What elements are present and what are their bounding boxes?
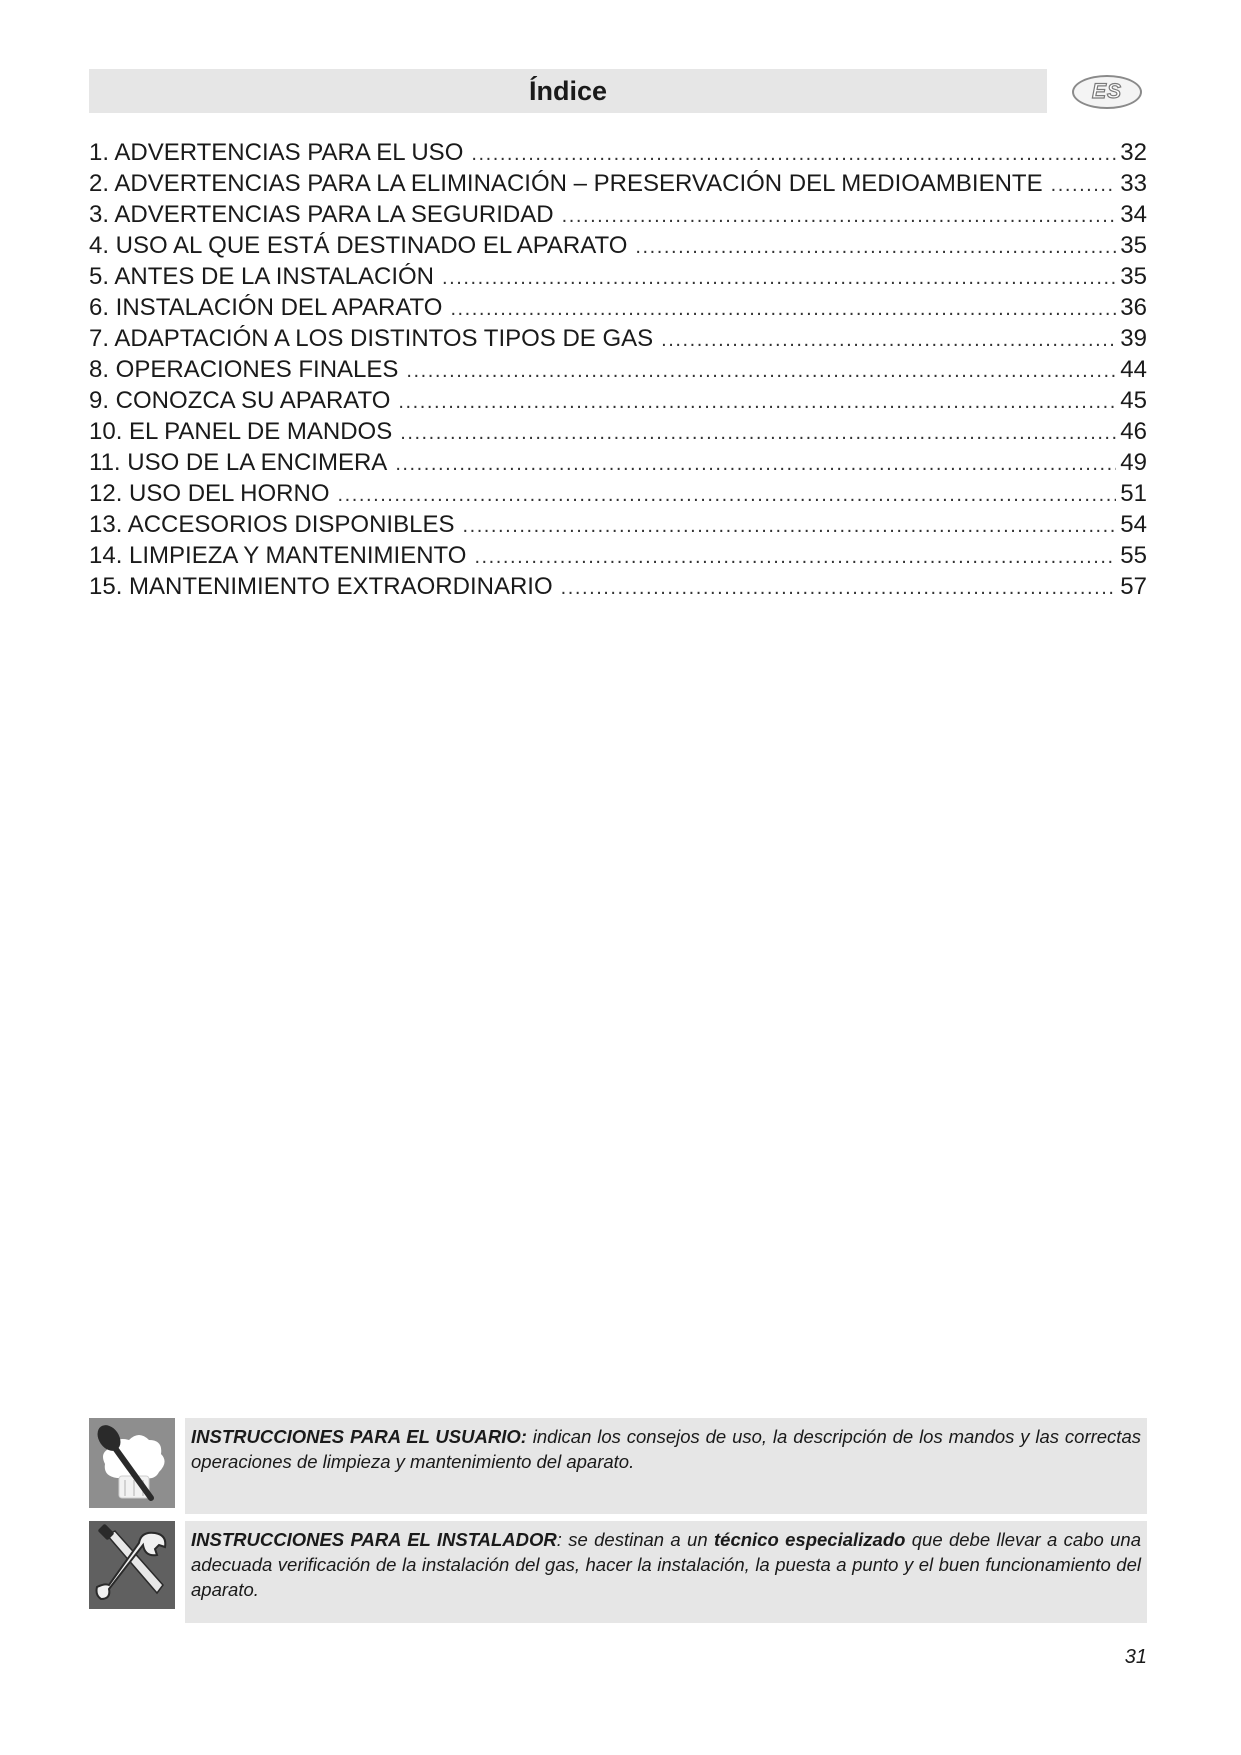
toc-entry[interactable] xyxy=(89,201,1147,232)
toc-entry-label: 13. ACCESORIOS DISPONIBLES xyxy=(89,511,455,538)
toc-entry-label: 8. OPERACIONES FINALES xyxy=(89,356,399,383)
toc-entry[interactable] xyxy=(89,139,1147,170)
toc-entry-label: 4. USO AL QUE ESTÁ DESTINADO EL APARATO xyxy=(89,232,628,259)
wrench-screwdriver-icon xyxy=(89,1521,175,1609)
toc-entry-page: 39 xyxy=(1120,325,1147,352)
toc-entry-page: 51 xyxy=(1120,480,1147,507)
toc-entry[interactable] xyxy=(89,263,1147,294)
toc-entry-page: 44 xyxy=(1120,356,1147,383)
table-of-contents xyxy=(89,139,1147,604)
toc-entry-label: 6. INSTALACIÓN DEL APARATO xyxy=(89,294,443,321)
installer-instructions-emphasis: técnico especializado xyxy=(714,1529,906,1550)
toc-leader-dots xyxy=(398,391,1116,414)
language-badge xyxy=(1072,75,1142,109)
user-instructions-body: indican los consejos de uso, la descripción de los mandos y las correctas operaciones de limpieza y mantenimiento del aparato. xyxy=(191,1426,1141,1472)
toc-leader-dots xyxy=(562,205,1117,228)
toc-entry-label: 11. USO DE LA ENCIMERA xyxy=(89,449,388,476)
toc-entry-label: 7. ADAPTACIÓN A LOS DISTINTOS TIPOS DE GAS xyxy=(89,325,654,352)
toc-entry[interactable] xyxy=(89,480,1147,511)
toc-entry-page: 36 xyxy=(1120,294,1147,321)
toc-entry[interactable] xyxy=(89,573,1147,604)
toc-entry[interactable] xyxy=(89,418,1147,449)
installer-instructions-heading: INSTRUCCIONES PARA EL INSTALADOR xyxy=(191,1529,557,1550)
installer-instructions-box xyxy=(89,1521,1147,1623)
toc-entry-page: 32 xyxy=(1120,139,1147,166)
toc-entry-label: 9. CONOZCA SU APARATO xyxy=(89,387,391,414)
toc-entry-label: 12. USO DEL HORNO xyxy=(89,480,330,507)
toc-entry[interactable] xyxy=(89,387,1147,418)
page-number: 31 xyxy=(1124,1646,1147,1668)
toc-entry[interactable] xyxy=(89,294,1147,325)
toc-entry-label: 3. ADVERTENCIAS PARA LA SEGURIDAD xyxy=(89,201,554,228)
toc-entry-page: 54 xyxy=(1120,511,1147,538)
user-instructions-text xyxy=(185,1418,1147,1514)
chef-hat-spoon-icon xyxy=(89,1418,175,1508)
toc-leader-dots xyxy=(395,453,1116,476)
title-bar xyxy=(89,69,1047,113)
toc-entry[interactable] xyxy=(89,325,1147,356)
toc-entry[interactable] xyxy=(89,511,1147,542)
toc-entry-page: 57 xyxy=(1120,573,1147,600)
installer-instructions-body-end: que debe llevar a cabo una adecuada verificación de la instalación del gas, hacer la instalación, la puesta a punto y el buen funcionamiento del aparato. xyxy=(191,1529,1142,1600)
toc-entry-page: 45 xyxy=(1120,387,1147,414)
toc-leader-dots xyxy=(661,329,1116,352)
toc-leader-dots xyxy=(400,422,1116,445)
toc-entry[interactable] xyxy=(89,356,1147,387)
page-title: Índice xyxy=(528,75,608,106)
toc-entry[interactable] xyxy=(89,449,1147,480)
toc-entry-label: 2. ADVERTENCIAS PARA LA ELIMINACIÓN – PRESERVACIÓN DEL MEDIOAMBIENTE xyxy=(89,170,1043,197)
toc-leader-dots xyxy=(471,143,1116,166)
toc-entry-page: 55 xyxy=(1120,542,1147,569)
toc-leader-dots xyxy=(635,236,1116,259)
toc-entry-label: 10. EL PANEL DE MANDOS xyxy=(89,418,393,445)
user-instructions-heading: INSTRUCCIONES PARA EL USUARIO: xyxy=(191,1426,527,1447)
toc-entry[interactable] xyxy=(89,170,1147,201)
toc-entry-page: 34 xyxy=(1120,201,1147,228)
toc-leader-dots xyxy=(450,298,1116,321)
toc-leader-dots xyxy=(1051,174,1117,197)
language-code: ES xyxy=(1091,80,1122,103)
toc-entry[interactable] xyxy=(89,232,1147,263)
toc-leader-dots xyxy=(406,360,1116,383)
toc-entry-page: 35 xyxy=(1120,263,1147,290)
toc-entry-label: 14. LIMPIEZA Y MANTENIMIENTO xyxy=(89,542,467,569)
toc-leader-dots xyxy=(442,267,1116,290)
toc-leader-dots xyxy=(474,546,1116,569)
toc-entry-page: 35 xyxy=(1120,232,1147,259)
toc-entry-page: 33 xyxy=(1120,170,1147,197)
toc-entry-page: 46 xyxy=(1120,418,1147,445)
installer-instructions-body: : se destinan a un xyxy=(556,1529,714,1550)
toc-leader-dots xyxy=(338,484,1117,507)
toc-leader-dots xyxy=(561,577,1117,600)
toc-leader-dots xyxy=(462,515,1116,538)
toc-entry-label: 15. MANTENIMIENTO EXTRAORDINARIO xyxy=(89,573,553,600)
toc-entry-label: 1. ADVERTENCIAS PARA EL USO xyxy=(89,139,464,166)
toc-entry[interactable] xyxy=(89,542,1147,573)
installer-instructions-text xyxy=(185,1521,1147,1623)
user-instructions-box xyxy=(89,1418,1147,1514)
toc-entry-page: 49 xyxy=(1120,449,1147,476)
toc-entry-label: 5. ANTES DE LA INSTALACIÓN xyxy=(89,263,434,290)
